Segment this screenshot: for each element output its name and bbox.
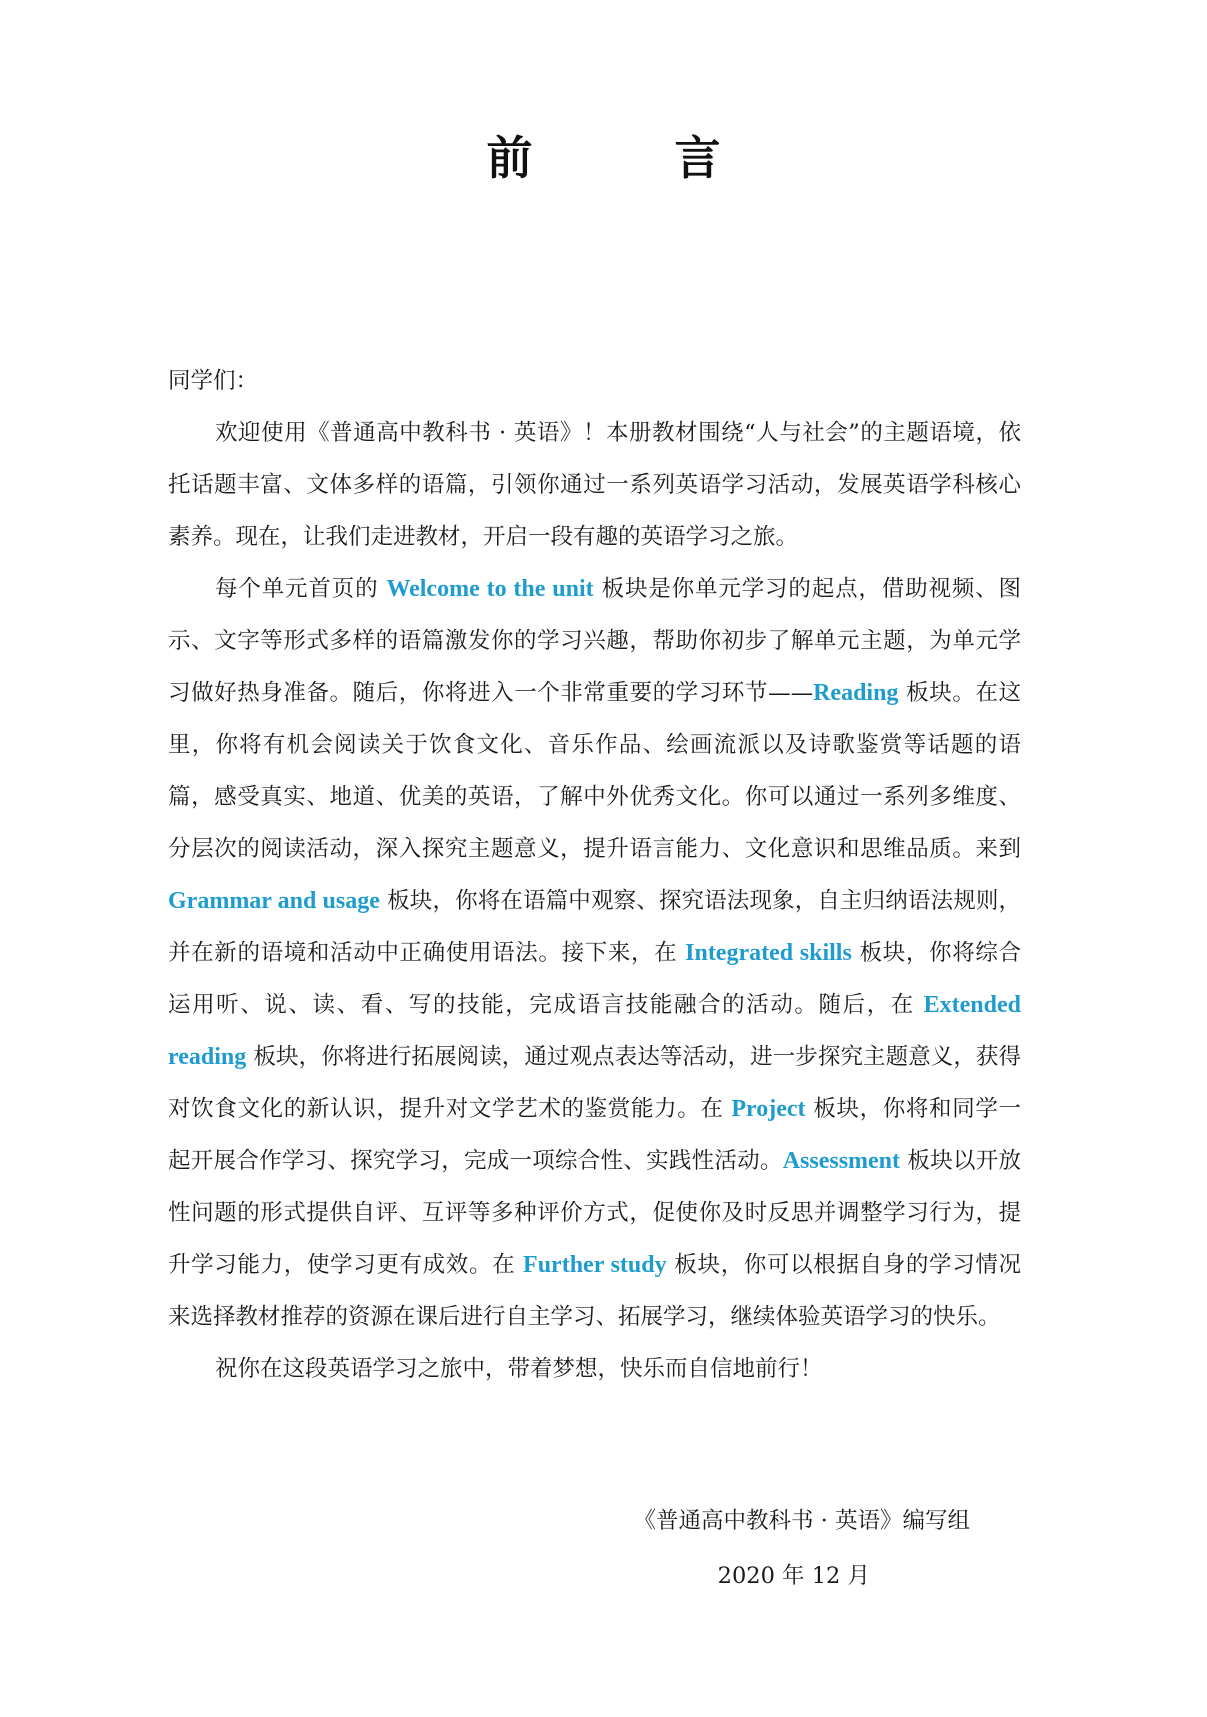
text-run: 板块，你将和同学一起开展合作学习、探究学习，完成一项综合性、实践性活动。 [168,1096,1021,1174]
text-run: 板块，你可以根据自身的学习情况来选择教材推荐的资源在课后进行自主学习、拓展学习，继续体验英语学习的快乐。 [168,1252,1022,1330]
paragraph-sections [168,563,1021,1343]
paragraph-intro: 欢迎使用《普通高中教科书 · 英语》！本册教材围绕“人与社会”的主题语境，依托话题丰富、文体多样的语篇，引领你通过一系列英语学习活动，发展英语学科核心素养。现在，让我们走进教材，开启一段有趣的英语学习之旅。 [168,420,1021,550]
text-run: 板块是你单元学习的起点，借助视频、图示、文字等形式多样的语篇激发你的学习兴趣，帮助你初步了解单元主题，为单元学习做好热身准备。随后，你将进入一个非常重要的学习环节—— [168,576,1022,706]
signature: 《普通高中教科书 · 英语》编写组 [633,1508,970,1534]
text-run: 板块，你将在语篇中观察、探究语法现象，自主归纳语法规则，并在新的语境和活动中正确使用语法。接下来，在 [168,888,1022,966]
page-title: 前 言 [486,131,769,185]
section-name-grammar: Grammar and usage [168,888,380,914]
paragraph-closing: 祝你在这段英语学习之旅中，带着梦想，快乐而自信地前行！ [215,1356,823,1382]
section-name-assessment: Assessment [782,1148,901,1174]
section-name-integrated-skills: Integrated skills [685,940,852,966]
section-name-project: Project [731,1096,806,1122]
preface-body [168,355,1021,1395]
text-run: 板块，你将综合运用听、说、读、看、写的技能，完成语言技能融合的活动。随后，在 [168,940,1022,1018]
section-name-further-study: Further study [523,1252,667,1278]
date: 2020 年 12 月 [717,1563,870,1589]
text-run: 板块以开放性问题的形式提供自评、互评等多种评价方式，促使你及时反思并调整学习行为，提升学习能力，使学习更有成效。在 [168,1148,1021,1278]
salutation: 同学们： [168,368,259,394]
section-name-extended-reading: Extended reading [168,992,1021,1070]
text-run: 板块，你将进行拓展阅读，通过观点表达等活动，进一步探究主题意义，获得对饮食文化的新认识，提升对文学艺术的鉴赏能力。在 [168,1044,1021,1122]
text-run: 每个单元首页的 [215,576,387,602]
text-run: 板块。在这里，你将有机会阅读关于饮食文化、音乐作品、绘画流派以及诗歌鉴赏等话题的语篇，感受真实、地道、优美的英语，了解中外优秀文化。你可以通过一系列多维度、分层次的阅读活动，深入探究主题意义，提升语言能力、文化意识和思维品质。来到 [168,680,1021,862]
section-name-welcome: Welcome to the unit [386,576,594,602]
section-name-reading: Reading [813,680,899,706]
